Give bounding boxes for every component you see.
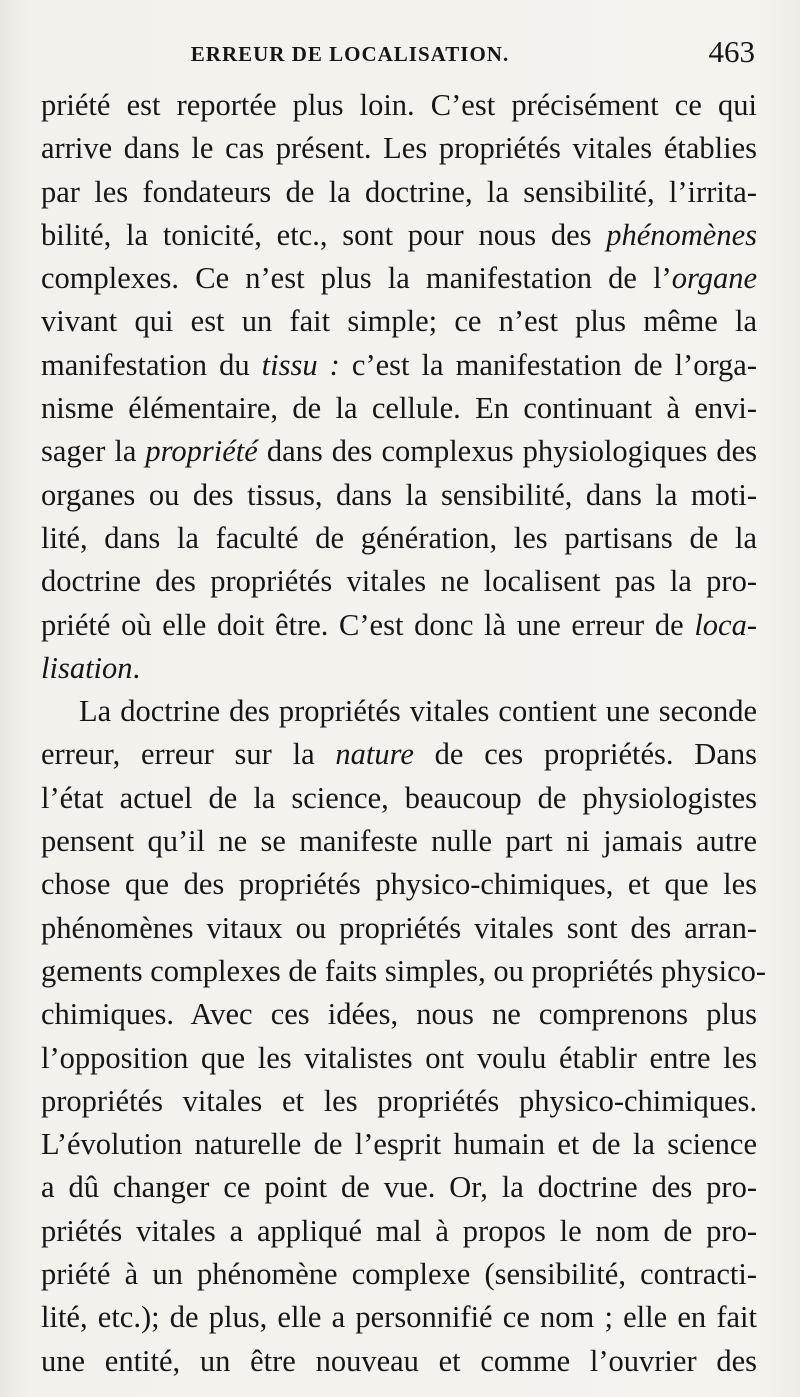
text-line: priété est reportée plus loin. C’est précisément ce qui xyxy=(41,88,757,122)
text-line: gements complexes de faits simples, ou propriétés physico- xyxy=(41,953,767,988)
text-line: L’évolution naturelle de l’esprit humain et de la science xyxy=(41,1127,757,1162)
text-line: lité, dans la faculté de génération, les partisans de la xyxy=(41,520,757,555)
text-line xyxy=(41,344,757,387)
text-line: arrive dans le cas présent. Les propriétés vitales établies xyxy=(41,131,757,166)
text-line: phénomènes vitaux ou propriétés vitales sont des arran- xyxy=(41,910,757,945)
text-line: priétés vitales a appliqué mal à propos le nom de pro- xyxy=(41,1213,757,1248)
text-line: nisme élémentaire, de la cellule. En continuant à envi- xyxy=(41,391,757,426)
text-run: . xyxy=(132,650,141,685)
italic-run: organe xyxy=(671,261,757,296)
text-line: propriétés vitales et les propriétés physico-chimiques. xyxy=(41,1083,757,1118)
italic-run: loca- xyxy=(694,607,757,642)
body-text xyxy=(41,84,767,1383)
text-run: c’est la manifestation de l’orga- xyxy=(339,347,758,382)
text-line xyxy=(41,430,757,473)
text-line: organes ou des tissus, dans la sensibilité, dans la moti- xyxy=(41,477,757,512)
text-line: l’opposition que les vitalistes ont voulu établir entre les xyxy=(41,1040,757,1075)
paragraph-start-line: La doctrine des propriétés vitales contient une seconde xyxy=(79,694,757,729)
text-run: erreur, erreur sur la xyxy=(41,737,336,772)
italic-run: phénomènes xyxy=(606,217,757,252)
running-title: ERREUR DE LOCALISATION. xyxy=(190,42,510,66)
text-run: complexes. Ce n’est plus la manifestation de l’ xyxy=(41,261,672,296)
text-line xyxy=(41,733,757,776)
text-line: vivant qui est un fait simple; ce n’est plus même la xyxy=(41,304,757,339)
italic-run: nature xyxy=(335,737,414,772)
italic-run: lisation xyxy=(41,650,133,685)
italic-run: tissu : xyxy=(261,347,340,382)
text-line: doctrine des propriétés vitales ne localisent pas la pro- xyxy=(41,564,757,599)
text-line xyxy=(41,214,757,257)
text-run: sager la xyxy=(41,434,146,469)
text-run: bilité, la tonicité, etc., sont pour nous des xyxy=(41,217,607,252)
text-line: chose que des propriétés physico-chimiques, et que les xyxy=(41,867,757,902)
text-run: dans des complexus physiologiques des xyxy=(257,434,757,469)
text-line: par les fondateurs de la doctrine, la sensibilité, l’irrita- xyxy=(41,174,757,209)
italic-run: propriété xyxy=(145,434,258,469)
text-run: de ces propriétés. Dans xyxy=(413,737,757,772)
text-line xyxy=(41,257,757,300)
text-line xyxy=(41,647,757,690)
text-line: pensent qu’il ne se manifeste nulle part ni jamais autre xyxy=(41,824,757,859)
page-number: 463 xyxy=(708,34,755,69)
text-line: une entité, un être nouveau et comme l’ouvrier des xyxy=(41,1343,757,1378)
text-line: lité, etc.); de plus, elle a personnifié ce nom ; elle en fait xyxy=(41,1300,757,1335)
text-line: a dû changer ce point de vue. Or, la doctrine des pro- xyxy=(41,1170,757,1205)
page-header xyxy=(40,34,755,74)
text-line xyxy=(41,604,757,647)
text-line: chimiques. Avec ces idées, nous ne comprenons plus xyxy=(41,997,757,1032)
text-run: manifestation du xyxy=(41,347,262,382)
text-run: priété où elle doit être. C’est donc là une erreur de xyxy=(41,607,695,642)
text-line: priété à un phénomène complexe (sensibilité, contracti- xyxy=(41,1257,757,1292)
text-line: l’état actuel de la science, beaucoup de physiologistes xyxy=(41,780,757,815)
